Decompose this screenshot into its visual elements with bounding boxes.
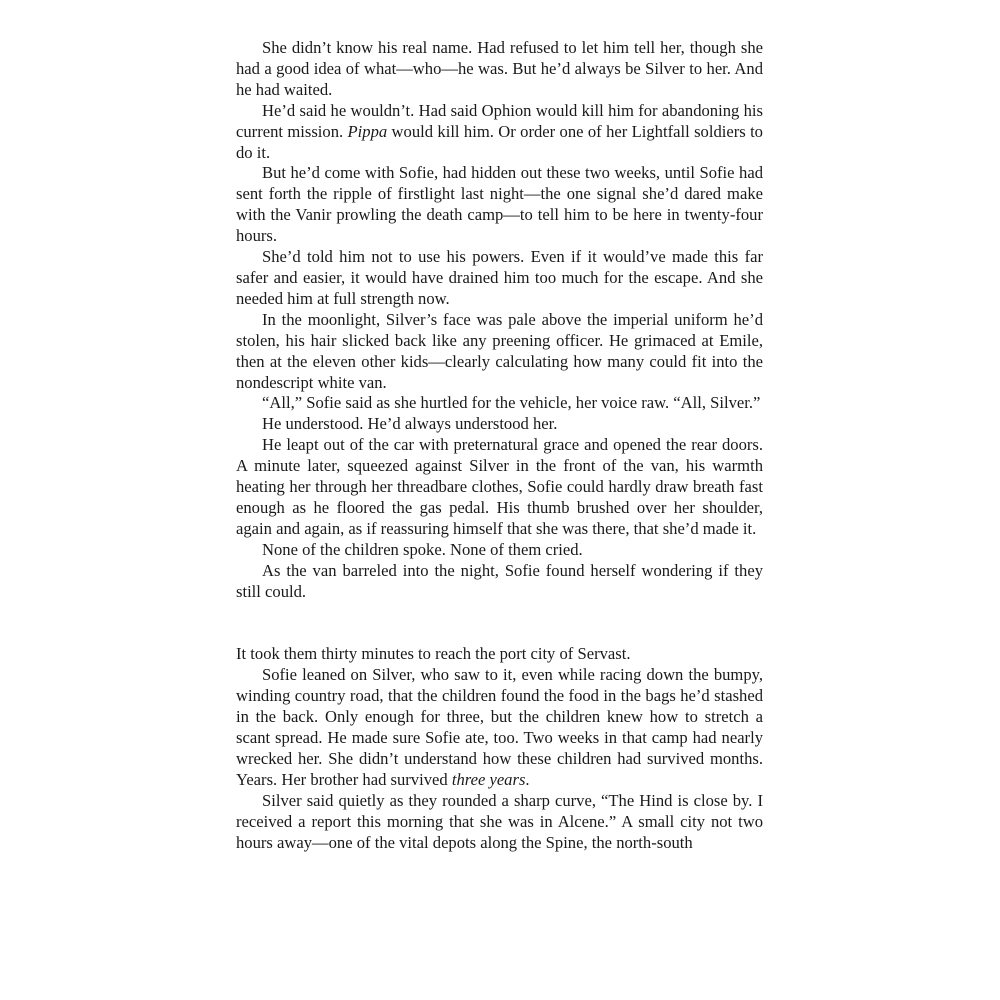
paragraph: He’d said he wouldn’t. Had said Ophion would kill him for abandoning his current mission. Pippa would kill him. Or order one of her Lightfall soldiers to do it. [236,100,763,162]
paragraph: He leapt out of the car with preternatural grace and opened the rear doors. A minute later, squeezed against Silver in the front of the van, his warmth heating her through her threadbare clothes, Sofie could hardly draw breath fast enough as he floored the gas pedal. His thumb brushed over her shoulder, again and again, as if reassuring himself that she was there, that she’d made it. [236,435,763,538]
paragraph: Sofie leaned on Silver, who saw to it, even while racing down the bumpy, winding country road, that the children found the food in the bags he’d stashed in the back. Only enough for three, but the children knew how to stretch a scant spread. He made sure Sofie ate, too. Two weeks in that camp had nearly wrecked her. She didn’t understand how these children had survived months. Years. Her brother had survived three years. [236,665,763,789]
scene-break [236,602,763,644]
paragraph: Silver said quietly as they rounded a sharp curve, “The Hind is close by. I received a report this morning that she was in Alcene.” A small city not two hours away—one of the vital depots along the Spine, the north-south [236,790,763,852]
emphasis-text: three years [451,769,526,789]
paragraph: He understood. He’d always understood her. [262,414,558,434]
paragraph: None of the children spoke. None of them cried. [262,539,583,559]
paragraph: She’d told him not to use his powers. Even if it would’ve made this far safer and easier, it would have drained him too much for the escape. And she needed him at full strength now. [236,247,763,308]
paragraph: It took them thirty minutes to reach the port city of Servast. [236,644,631,664]
paragraph: As the van barreled into the night, Sofie found herself wondering if they still could. [236,560,763,601]
paragraph: In the moonlight, Silver’s face was pale above the imperial uniform he’d stolen, his hair slicked back like any preening officer. He grimaced at Emile, then at the eleven other kids—clearly calculating how many could fit into the nondescript white van. [236,309,763,392]
paragraph: But he’d come with Sofie, had hidden out these two weeks, until Sofie had sent forth the ripple of firstlight last night—the one signal she’d dared make with the Vanir prowling the death camp—to tell him to be here in twenty-four hours. [236,163,763,246]
emphasis-text: Pippa [347,121,388,141]
paragraph: She didn’t know his real name. Had refused to let him tell her, though she had a good idea of what—who—he was. But he’d always be Silver to her. And he had waited. [236,38,763,99]
book-page [236,38,763,854]
paragraph: “All,” Sofie said as she hurtled for the vehicle, her voice raw. “All, Silver.” [262,393,761,413]
